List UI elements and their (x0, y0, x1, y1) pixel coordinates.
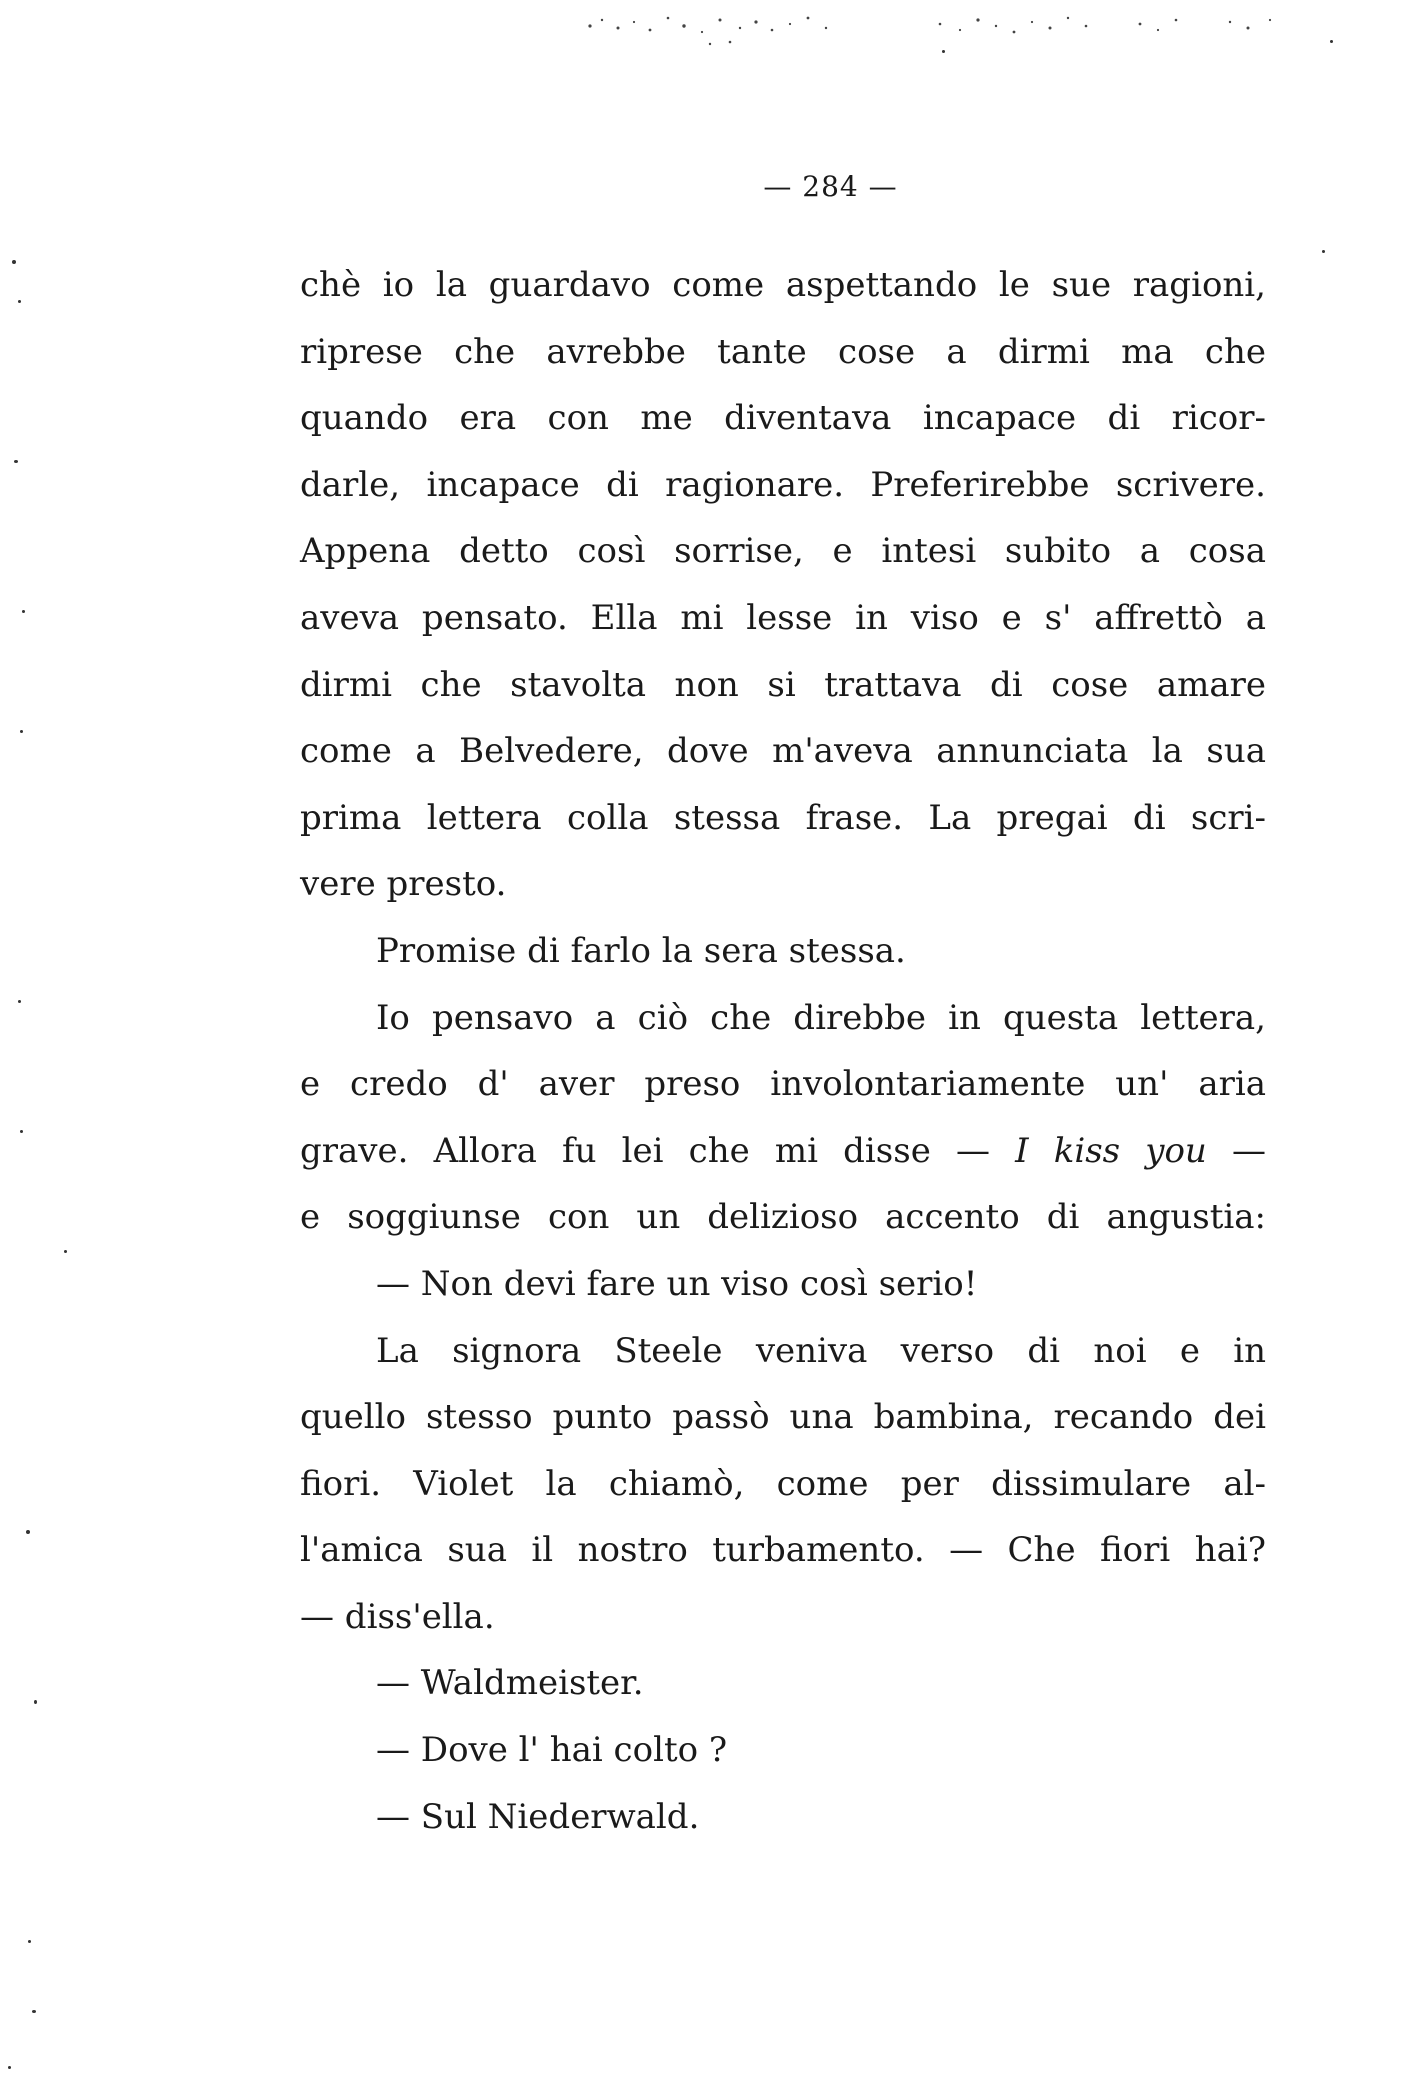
text-fragment: grave. Allora fu lei che mi disse — (300, 1130, 990, 1171)
scan-speck (1330, 40, 1333, 43)
text-line: quando era con me diventava incapace di ricor- (300, 398, 1266, 439)
text-line: — Sul Niederwald. (376, 1796, 700, 1837)
text-line: dirmi che stavolta non si trattava di cose amare (300, 664, 1266, 705)
text-line: quello stesso punto passò una bambina, recando dei (300, 1397, 1266, 1438)
text-line: — Non devi fare un viso così serio! (376, 1263, 978, 1304)
scan-speck (22, 610, 25, 613)
text-line: — diss'ella. (300, 1596, 495, 1637)
scan-speck (26, 1530, 30, 1534)
scan-speck (64, 1250, 67, 1253)
scan-speck (34, 1700, 37, 1704)
text-fragment: — (1231, 1130, 1266, 1171)
text-line: Appena detto così sorrise, e intesi subito a cosa (300, 531, 1266, 572)
text-line: vere presto. (300, 864, 507, 905)
text-line: e soggiunse con un delizioso accento di angustia: (300, 1197, 1266, 1238)
text-line: — Waldmeister. (376, 1663, 644, 1704)
scan-speck (20, 1130, 23, 1133)
scan-speck (8, 2066, 11, 2069)
scan-speck (20, 730, 23, 733)
english-quote: I kiss you (1015, 1130, 1207, 1171)
text-line: come a Belvedere, dove m'aveva annunciata la sua (300, 731, 1266, 772)
text-line-with-quote (300, 1118, 1266, 1185)
scan-speck (1322, 250, 1325, 253)
text-line: aveva pensato. Ella mi lesse in viso e s' affrettò a (300, 597, 1266, 638)
scan-noise (580, 8, 1300, 48)
text-line: — Dove l' hai colto ? (376, 1730, 728, 1771)
text-line: l'amica sua il nostro turbamento. — Che fiori hai? (300, 1530, 1266, 1571)
scan-speck (14, 460, 18, 463)
body-text (300, 252, 1266, 1850)
text-line: La signora Steele veniva verso di noi e in (376, 1330, 1266, 1371)
text-line: chè io la guardavo come aspettando le sue ragioni, (300, 265, 1266, 305)
text-line: e credo d' aver preso involontariamente un' aria (300, 1064, 1266, 1105)
text-line: darle, incapace di ragionare. Preferirebbe scrivere. (300, 464, 1266, 505)
text-line: riprese che avrebbe tante cose a dirmi ma che (300, 331, 1266, 372)
text-line: fiori. Violet la chiamò, come per dissimulare al- (300, 1463, 1266, 1504)
page-number: — 284 — (763, 170, 898, 203)
text-line: prima lettera colla stessa frase. La pregai di scri- (300, 797, 1266, 838)
text-line: Io pensavo a ciò che direbbe in questa lettera, (376, 997, 1266, 1038)
scan-speck (18, 300, 21, 303)
scan-speck (12, 260, 16, 264)
scan-speck (18, 1000, 21, 1003)
scan-speck (942, 50, 945, 53)
scan-speck (28, 1940, 31, 1943)
scan-speck (32, 2010, 36, 2013)
text-line: Promise di farlo la sera stessa. (376, 930, 906, 971)
